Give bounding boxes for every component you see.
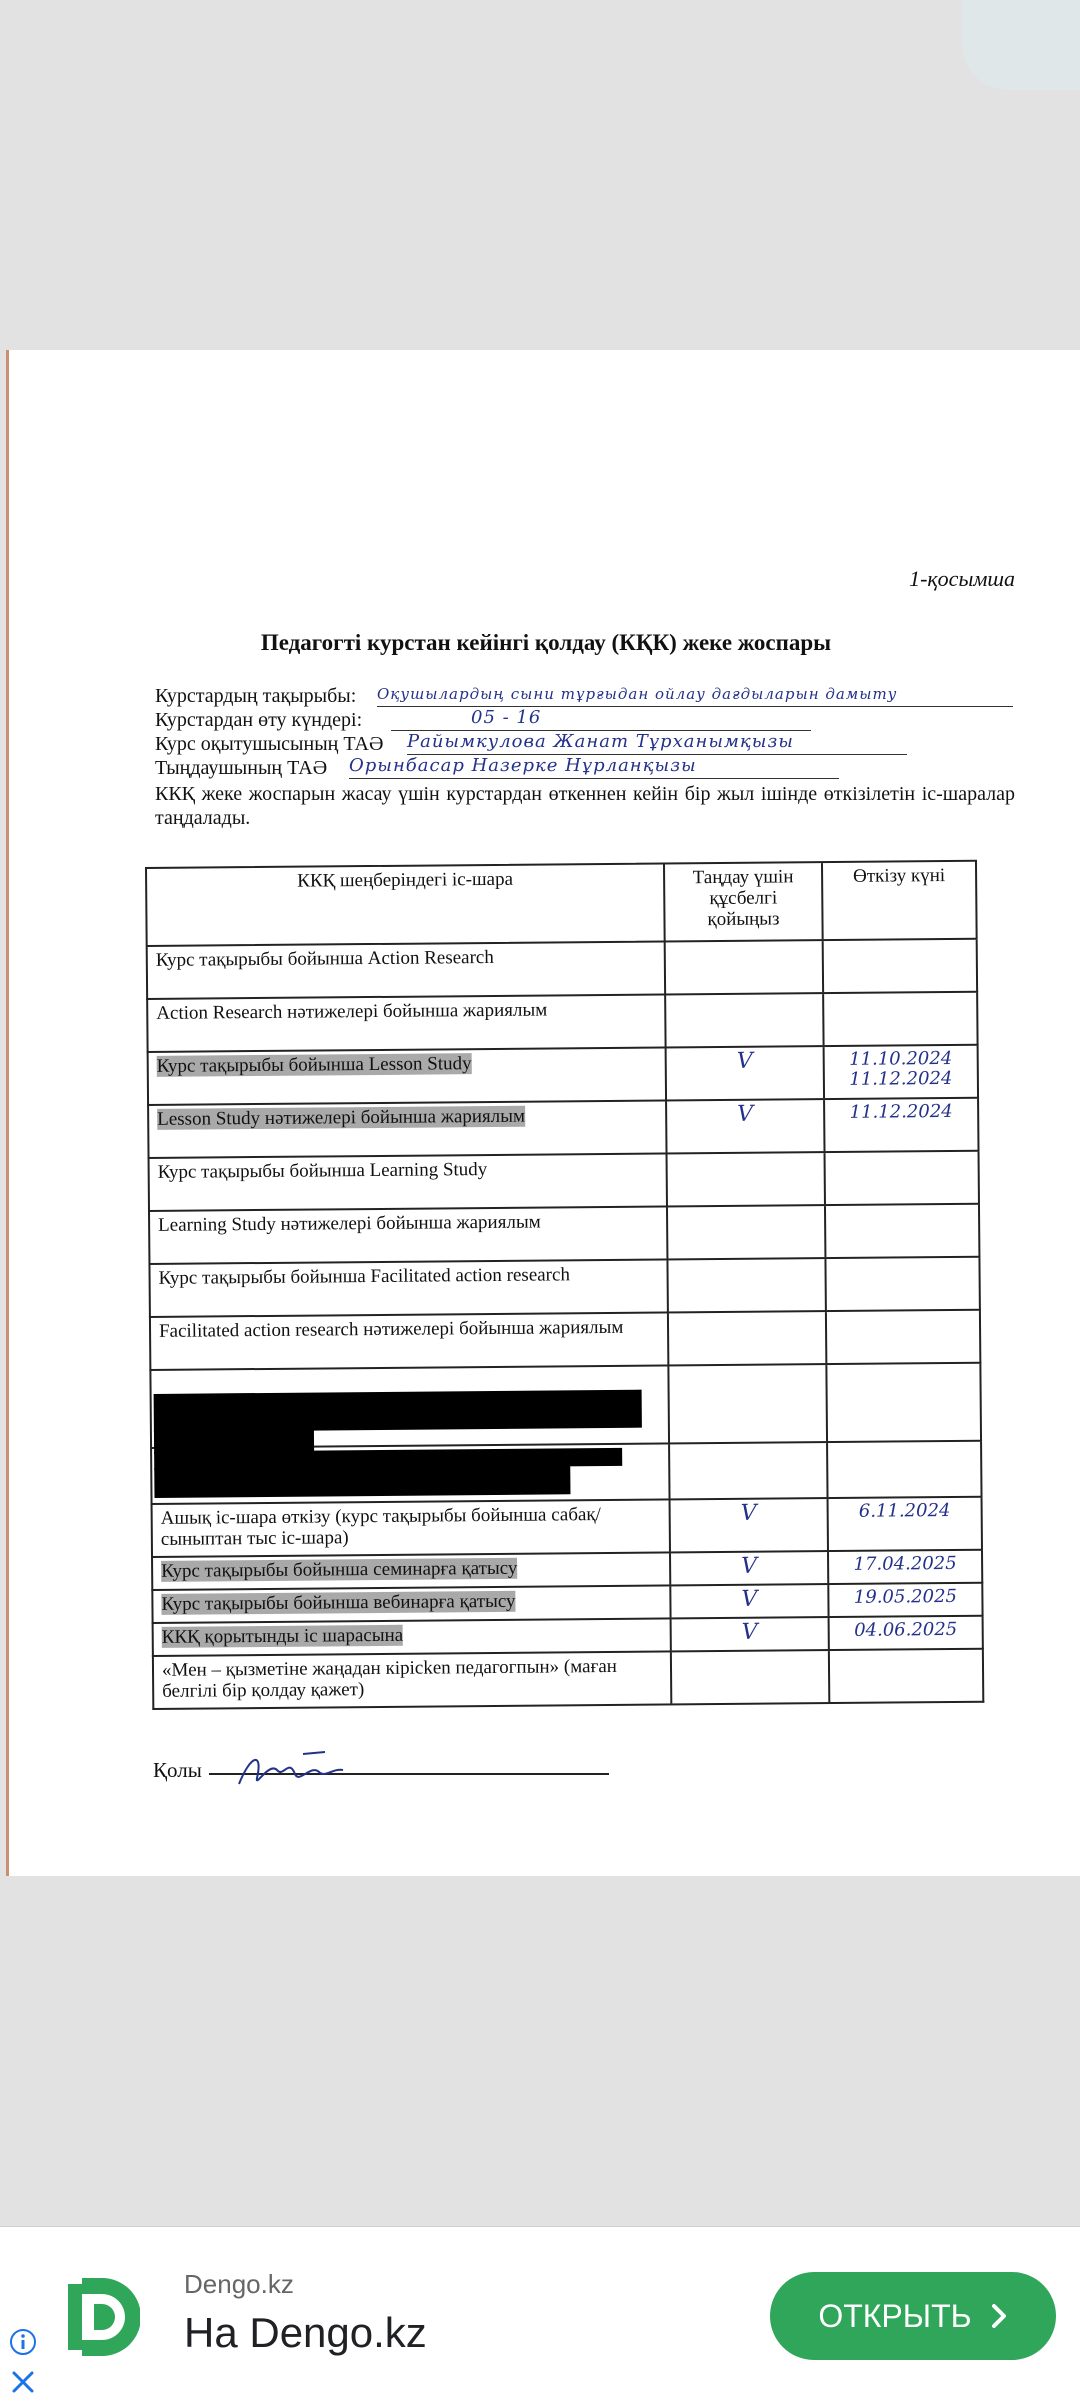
redaction-bar — [154, 1390, 642, 1432]
check-cell — [669, 1365, 828, 1442]
activity-text: «Мен – қызметіне жаңадан кірісken педагогпын» (маған белгілі бір қолдау қажет) — [161, 1655, 618, 1702]
date-cell — [830, 1650, 982, 1702]
date-cell — [824, 993, 976, 1045]
header-check: Таңдау үшін құсбелгі қойыңыз — [665, 863, 824, 940]
listener-name-value: Орынбасар Назерке Нұрланқызы — [349, 754, 839, 779]
header-activity: ККҚ шеңберіндегі іс-шара — [147, 864, 666, 945]
course-topic-line — [155, 684, 1015, 708]
table-row — [149, 1311, 981, 1371]
activity-text: Курс тақырыбы бойынша Learning Study — [157, 1159, 488, 1183]
activity-cell — [148, 995, 666, 1051]
activity-cell — [150, 1154, 668, 1210]
activity-text: Action Research нәтижелері бойынша жариялым — [156, 999, 548, 1024]
course-dates-value: 05 - 16 — [391, 706, 811, 731]
activity-cell — [153, 1586, 671, 1622]
activity-cell — [154, 1652, 672, 1708]
redaction-bar — [154, 1464, 570, 1498]
check-cell — [667, 1100, 825, 1152]
activity-cell — [149, 1048, 667, 1104]
activity-text: Lesson Study нәтижелері бойынша жариялым — [157, 1105, 526, 1130]
check-cell — [671, 1552, 829, 1584]
date-cell — [826, 1152, 978, 1204]
table-row — [148, 1152, 980, 1212]
table-row — [152, 1650, 984, 1710]
check-mark: V — [737, 1101, 754, 1127]
check-cell — [666, 994, 824, 1046]
check-cell — [672, 1651, 830, 1703]
check-mark: V — [741, 1586, 758, 1612]
date-value: 11.12.2024 — [849, 1100, 953, 1123]
ad-banner[interactable] — [0, 2226, 1080, 2401]
activity-text: Facilitated action research нәтижелері бойынша жариялым — [158, 1316, 624, 1342]
ad-info-icon[interactable] — [8, 2327, 38, 2357]
activity-cell — [151, 1313, 669, 1369]
signature-label: Қолы — [153, 1758, 202, 1782]
table-row — [151, 1498, 983, 1558]
check-cell — [671, 1499, 829, 1551]
listener-name-label: Тыңдаушының ТАӘ — [155, 757, 328, 779]
activity-cell — [154, 1619, 672, 1655]
date-cell — [829, 1551, 981, 1583]
check-cell — [668, 1206, 826, 1258]
date-cell — [826, 1258, 978, 1310]
check-mark: V — [736, 1048, 753, 1074]
document-title: Педагогті курстан кейінгі қолдау (КҚК) жеке жоспары — [260, 630, 832, 655]
corner-overlay — [962, 0, 1080, 90]
date-cell — [829, 1498, 981, 1550]
activity-text: ККҚ қорытынды іс шарасына — [161, 1624, 404, 1648]
activity-text: Курс тақырыбы бойынша Action Research — [155, 946, 494, 971]
activity-text: Ашық іс-шара өткізу (курс тақырыбы бойынша сабақ/ сыныптан тыс іс-шара) — [160, 1504, 601, 1550]
table-row — [148, 1205, 980, 1265]
table-row — [147, 1099, 979, 1159]
date-cell — [827, 1364, 980, 1441]
check-cell — [666, 941, 824, 993]
date-value: 04.06.2025 — [854, 1618, 958, 1641]
ad-title: На Dengo.kz — [184, 2309, 427, 2356]
table-row — [146, 940, 978, 1000]
course-dates-line — [155, 708, 1015, 732]
date-cell — [825, 1099, 977, 1151]
check-mark: V — [741, 1619, 758, 1645]
activity-table — [145, 860, 990, 1723]
date-cell — [829, 1584, 981, 1616]
date-value: 11.10.2024 — [849, 1047, 953, 1070]
date-cell — [827, 1311, 979, 1363]
date-cell — [830, 1617, 982, 1649]
check-cell — [668, 1153, 826, 1205]
activity-cell — [148, 942, 666, 998]
plan-note: ККҚ жеке жоспарын жасау үшін курстардан өткеннен кейін бір жыл ішінде өткізілетін іс-шаралар таңдалады. — [155, 783, 1015, 829]
activity-cell — [150, 1260, 668, 1316]
activity-text: Курс тақырыбы бойынша Lesson Study — [156, 1053, 472, 1077]
dengo-logo-icon — [68, 2278, 140, 2356]
table-row — [146, 993, 978, 1053]
check-mark: V — [741, 1553, 758, 1579]
date-cell — [828, 1442, 980, 1497]
date-value: 11.12.2024 — [849, 1067, 953, 1090]
ad-domain: Dengo.kz — [184, 2269, 294, 2299]
chevron-right-icon — [990, 2302, 1008, 2330]
course-topic-label: Курстардың тақырыбы: — [155, 685, 357, 707]
check-cell — [671, 1585, 829, 1617]
table-header-row — [145, 860, 978, 947]
check-mark: V — [740, 1500, 757, 1526]
listener-name-line — [155, 756, 1015, 780]
date-value: 17.04.2025 — [853, 1552, 957, 1575]
table-row — [148, 1258, 980, 1318]
table-row — [147, 1046, 979, 1106]
activity-cell — [150, 1207, 668, 1263]
activity-cell — [153, 1553, 671, 1589]
date-value: 19.05.2025 — [853, 1585, 958, 1608]
info-block — [155, 684, 1015, 830]
activity-text: Learning Study нәтижелері бойынша жариялым — [158, 1211, 541, 1236]
check-cell — [669, 1312, 827, 1364]
date-cell — [825, 1046, 977, 1098]
header-date: Өткізу күні — [852, 865, 946, 887]
activity-cell — [153, 1500, 671, 1556]
activity-text: Курс тақырыбы бойынша вебинарға қатысу — [161, 1590, 516, 1615]
course-topic-value: Оқушылардың сыни тұрғыдан ойлау дағдыларын дамыту — [377, 682, 1013, 707]
course-dates-label: Курстардан өту күндері: — [155, 709, 363, 731]
open-button-label: ОТКРЫТЬ — [818, 2297, 972, 2334]
trainer-name-label: Курс оқытушысының ТАӘ — [155, 733, 384, 755]
activity-cell — [149, 1101, 667, 1157]
check-cell — [670, 1443, 828, 1498]
check-cell — [672, 1618, 830, 1650]
activity-text: Курс тақырыбы бойынша Facilitated action research — [158, 1264, 570, 1289]
open-button[interactable] — [770, 2272, 1056, 2360]
appendix-label: 1-қосымша — [909, 566, 1015, 591]
signature-scribble-icon — [233, 1748, 363, 1792]
document-page — [6, 350, 1080, 1876]
trainer-name-value: Райымкулова Жанат Тұрханымқызы — [407, 730, 907, 755]
check-cell — [667, 1047, 825, 1099]
check-cell — [668, 1259, 826, 1311]
date-cell — [826, 1205, 978, 1257]
activity-text: Курс тақырыбы бойынша семинарға қатысу — [161, 1557, 518, 1582]
ad-close-icon[interactable] — [8, 2367, 38, 2397]
date-cell — [824, 940, 976, 992]
date-value: 6.11.2024 — [858, 1499, 951, 1522]
trainer-name-line — [155, 732, 1015, 756]
